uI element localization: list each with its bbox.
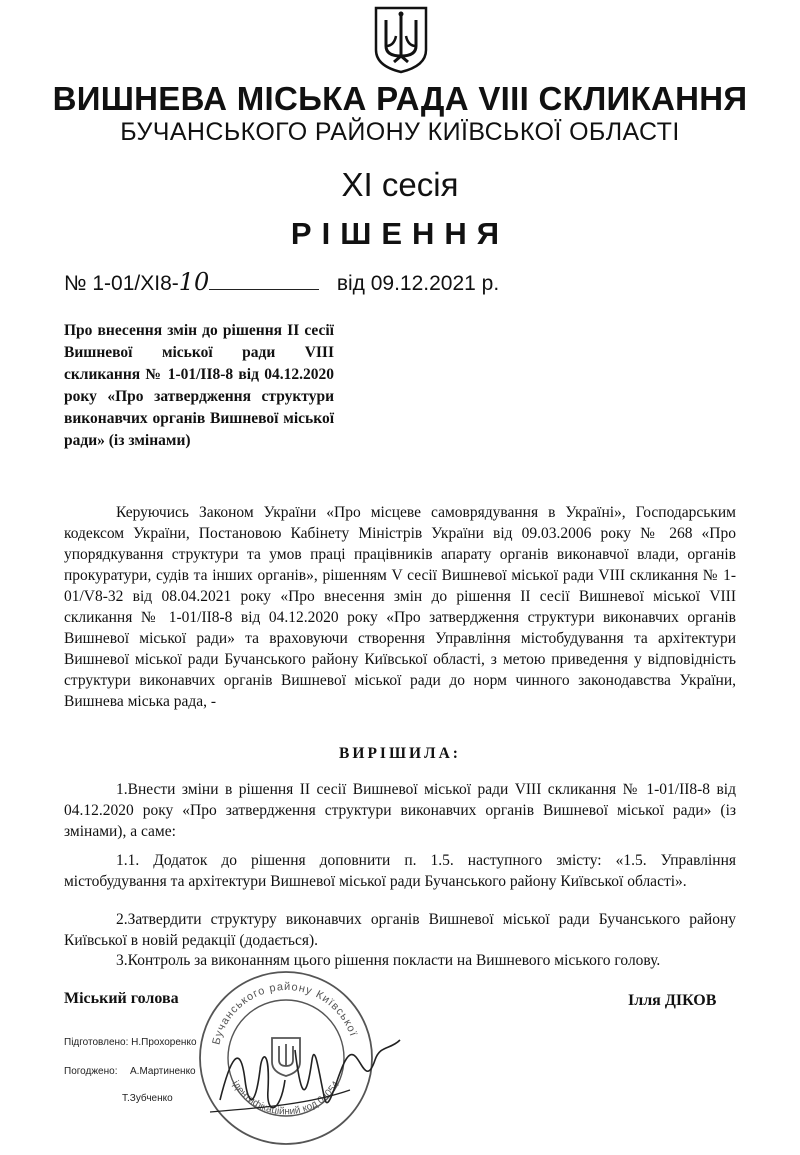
mayor-title: Міський голова (64, 990, 179, 1007)
district-name: БУЧАНСЬКОГО РАЙОНУ КИЇВСЬКОЇ ОБЛАСТІ (120, 118, 680, 146)
agreed-label: Погоджено: (64, 1066, 118, 1077)
document-type: РІШЕННЯ (290, 216, 510, 251)
number-underline (209, 285, 319, 290)
decision-number-line (64, 268, 499, 296)
decision-date: від 09.12.2021 р. (336, 272, 500, 295)
resolved-heading: ВИРІШИЛА: (339, 745, 461, 762)
trident-coat-of-arms-icon (372, 6, 430, 74)
agreed-person-2: Т.Зубченко (122, 1093, 173, 1104)
session-title: XI сесія (341, 166, 459, 203)
council-name: ВИШНЕВА МІСЬКА РАДА VIII СКЛИКАННЯ (52, 80, 748, 117)
prepared-by: Підготовлено: Н.Прохоренко (64, 1037, 197, 1048)
seal-code-text: ідентифікаційний код 04054 (229, 1078, 342, 1118)
decision-subject: Про внесення змін до рішення ІІ сесії Вишневої міської ради VIII скликання № 1-01/ІІ8-8 від 04.12.2020 року «Про затвердження структури виконавчих органів Вишневої міської ради» (із змінами) (64, 322, 334, 449)
decision-number-prefix: № 1-01/XI8- (64, 272, 179, 295)
handwritten-signature-icon (200, 1020, 420, 1130)
handwritten-number: 10 (178, 268, 210, 296)
resolution-item-3: 3.Контроль за виконанням цього рішення покласти на Вишневого міського голову. (116, 952, 661, 969)
resolution-item-1-1: 1.1. Додаток до рішення доповнити п. 1.5. наступного змісту: «1.5. Управління містобудування та архітектури Вишневої міської ради Бучанського району Київської області». (64, 852, 736, 890)
seal-ring-text: Бучанського району Київської (210, 980, 360, 1047)
resolution-item-1: 1.Внести зміни в рішення ІІ сесії Вишневої міської ради VIII скликання № 1-01/ІІ8-8 від 04.12.2020 року «Про затвердження структури виконавчих органів Вишневої міської ради» (із змінами), а саме: (64, 781, 736, 840)
mayor-name: Ілля ДІКОВ (628, 992, 717, 1009)
agreed-person-1: А.Мартиненко (130, 1066, 196, 1077)
preamble-paragraph: Керуючись Законом України «Про місцеве самоврядування в Україні», Господарським кодексом України, Постановою Кабінету Міністрів України від 09.03.2006 року № 268 «Про упорядкування структури та умов праці працівників апарату органів виконавчої влади, органів прокуратури, судів та інших органів», рішенням V сесії Вишневої міської ради VIII скликання № 1-01/V8-32 від 08.04.2021 року «Про внесення змін до рішення ІІ сесії Вишневої міської VIII скликання № 1-01/ІІ8-8 від 04.12.2020 року «Про затвердження структури виконавчих органів Вишневої міської ради» та враховуючи створення Управління містобудування та архітектури Вишневої міської ради Бучанського району Київської області, з метою приведення у відповідність структури виконавчих органів Вишневої міської ради до норм чинного законодавства України, Вишнева міська рада, - (64, 504, 736, 710)
resolution-item-2: 2.Затвердити структуру виконавчих органів Вишневої міської ради Бучанського району Київської в новій редакції (додається). (64, 911, 736, 949)
